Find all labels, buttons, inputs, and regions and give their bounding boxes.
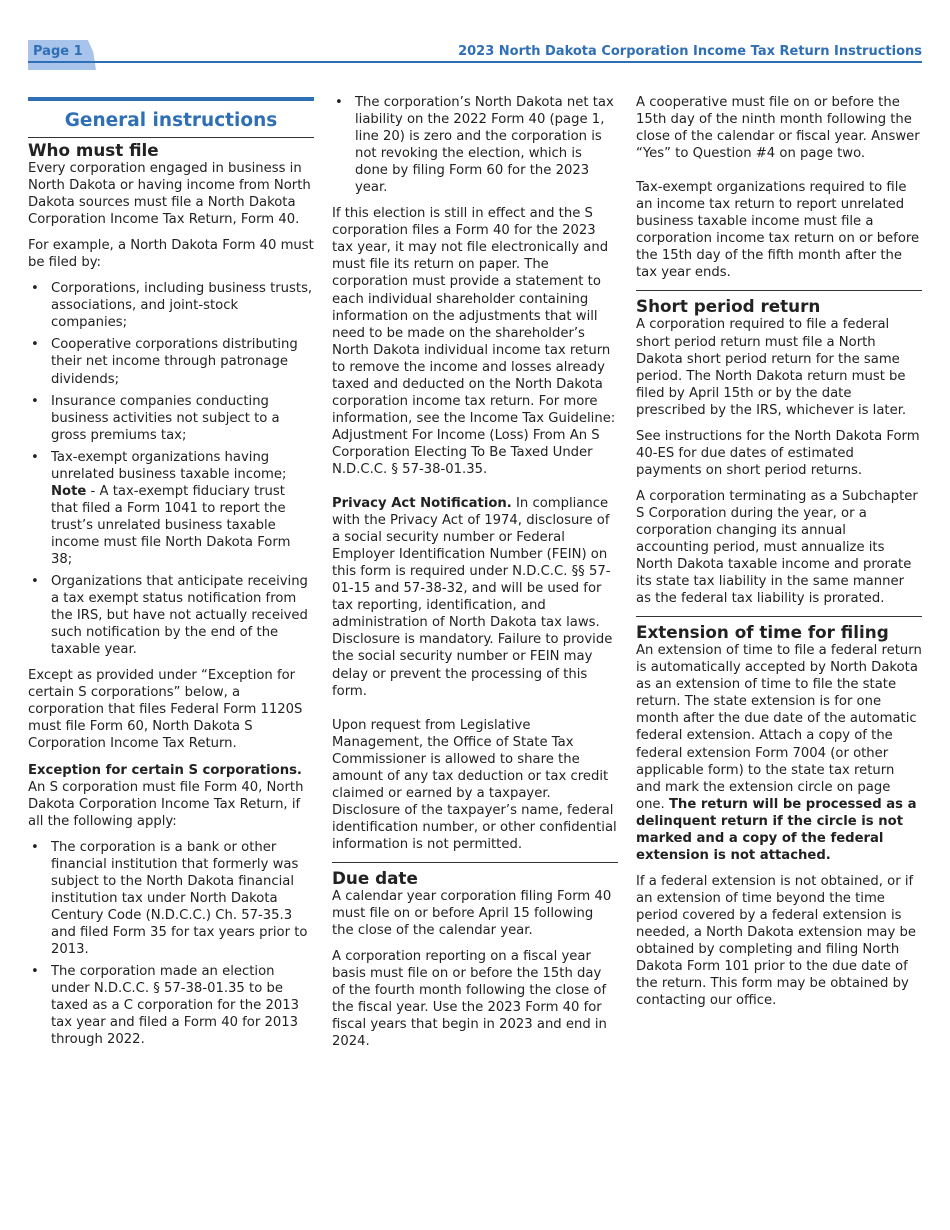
section-title: General instructions <box>64 110 278 131</box>
section-rule <box>636 290 922 291</box>
paragraph: A cooperative must file on or before the 15th day of the ninth month following the close of the calendar or fiscal year. Answer “Yes” to Question #4 on page two. <box>636 95 920 162</box>
paragraph: If this election is still in effect and the S corporation files a Form 40 for the 2023 tax year, it may not file electronically and must file its return on paper. The corporation must provide a statement to each individual shareholder containing information on the adjustments that will need to be made on the shareholder’s North Dakota individual income tax return to remove the income and losses already taxed and deducted on the North Dakota corporation income tax return. For more information, see the Income Tax Guideline: Adjustment For Income (Loss) From An S Corporation Electing To Be Taxed Under N.D.C.C. § 57-38-01.35. <box>332 206 616 477</box>
extension-heading: Extension of time for filing <box>636 622 889 643</box>
header-rule <box>28 61 922 63</box>
paragraph: For example, a North Dakota Form 40 must be filed by: <box>28 238 314 271</box>
paragraph: Except as provided under “Exception for certain S corporations” below, a corporation that files Federal Form 1120S must file Form 60, North Dakota S Corporation Income Tax Return. <box>28 668 303 752</box>
list-item: • Insurance companies conducting business activities not subject to a gross premiums tax; <box>51 393 314 444</box>
exception-list <box>28 839 314 1049</box>
page-number: Page 1 <box>33 44 83 59</box>
list-item: • The corporation made an election under N.D.C.C. § 57-38-01.35 to be taxed as a C corporation for the 2013 tax year and filed a Form 40 for 2013 through 2022. <box>51 963 314 1048</box>
who-list <box>28 280 314 658</box>
section-bar <box>28 97 314 101</box>
paragraph: Every corporation engaged in business in North Dakota or having income from North Dakota sources must file a North Dakota Corporation Income Tax Return, Form 40. <box>28 161 311 228</box>
column-1 <box>28 94 314 1057</box>
list-item: • Corporations, including business trusts, associations, and joint-stock companies; <box>51 280 314 331</box>
extension-paragraph: An extension of time to file a federal return is automatically accepted by North Dakota as an extension of time to file the state return. The state extension is for one month after the due date of the automatic federal extension. Attach a copy of the federal extension Form 7004 (or other applicable form) to the state tax return and mark the extension circle on page one. The return will be processed as a delinquent return if the circle is not marked and a copy of the federal extension is not attached. <box>636 643 922 863</box>
list-item: • Organizations that anticipate receiving a tax exempt status notification from the IRS, but have not actually received such notification by the end of the taxable year. <box>51 573 314 658</box>
section-rule <box>636 616 922 617</box>
section-rule <box>332 862 618 863</box>
note-label: Note <box>51 483 87 499</box>
paragraph: A corporation required to file a federal short period return must file a North Dakota short period return for the same period. The North Dakota return must be filed by April 15th or by the date prescribed by the IRS, whichever is later. <box>636 317 907 418</box>
list-item: • The corporation is a bank or other financial institution that formerly was subject to the North Dakota financial institution tax under North Dakota Century Code (N.D.C.C.) Ch. 57-35.3 and filed Form 35 for tax years prior to 2013. <box>51 839 314 958</box>
column-2 <box>332 94 618 1059</box>
list-item: • The corporation’s North Dakota net tax liability on the 2022 Form 40 (page 1, line 20) is zero and the corporation is not revoking the election, which is done by filing Form 60 for the 2023 year. <box>355 94 618 196</box>
privacy-paragraph: Privacy Act Notification. In compliance with the Privacy Act of 1974, disclosure of a social security number or Federal Employer Identification Number (FEIN) on this form is required under N.D.C.C. §§ 57-01-15 and 57-38-32, and will be used for tax reporting, identification, and administration of North Dakota tax laws. Disclosure is mandatory. Failure to provide the social security number or FEIN may delay or prevent the processing of this form. <box>332 496 613 699</box>
who-must-file-heading: Who must file <box>28 140 159 160</box>
due-date-heading: Due date <box>332 867 418 888</box>
paragraph: Upon request from Legislative Management, the Office of State Tax Commissioner is allowed to share the amount of any tax deduction or tax credit claimed or earned by a taxpayer. Disclosure of the taxpayer’s name, federal identification number, or other confidential information is not permitted. <box>332 717 617 852</box>
paragraph: Tax-exempt organizations required to file an income tax return to report unrelated business taxable income must file a corporation income tax return on or before the 15th day of the fifth month after the tax year ends. <box>636 180 920 281</box>
document-title: 2023 North Dakota Corporation Income Tax Return Instructions <box>458 44 922 59</box>
column-3 <box>636 94 922 1018</box>
paragraph: See instructions for the North Dakota Form 40-ES for due dates of estimated payments on short period returns. <box>636 428 920 478</box>
page-header <box>28 38 922 64</box>
paragraph: A corporation terminating as a Subchapter S Corporation during the year, or a corporation changing its annual accounting period, must annualize its North Dakota taxable income and prorate its state tax liability in the same manner as the federal tax liability is prorated. <box>636 488 918 607</box>
exception-list-continued <box>332 94 618 196</box>
paragraph: A calendar year corporation filing Form 40 must file on or before April 15 following the close of the calendar year. <box>332 888 612 939</box>
exception-paragraph: Exception for certain S corporations. An S corporation must file Form 40, North Dakota Corporation Income Tax Return, if all the following apply: <box>28 762 304 829</box>
short-period-heading: Short period return <box>636 296 821 317</box>
paragraph: A corporation reporting on a fiscal year basis must file on or before the 15th day of the fourth month following the close of the fiscal year. Use the 2023 Form 40 for fiscal years that begin in 2023 and end in 2024. <box>332 949 607 1050</box>
list-item: • Tax-exempt organizations having unrelated business taxable income; Note - A tax-exempt fiduciary trust that filed a Form 1041 to report the trust’s unrelated business taxable income must file North Dakota Form 38; <box>51 449 314 568</box>
section-rule <box>28 137 314 138</box>
paragraph: If a federal extension is not obtained, or if an extension of time beyond the time period covered by a federal extension is needed, a North Dakota extension may be obtained by completing and filing North Dakota Form 101 prior to the due date of the return. This form may be obtained by contacting our office. <box>636 873 916 1009</box>
list-item: • Cooperative corporations distributing their net income through patronage dividends; <box>51 336 314 387</box>
